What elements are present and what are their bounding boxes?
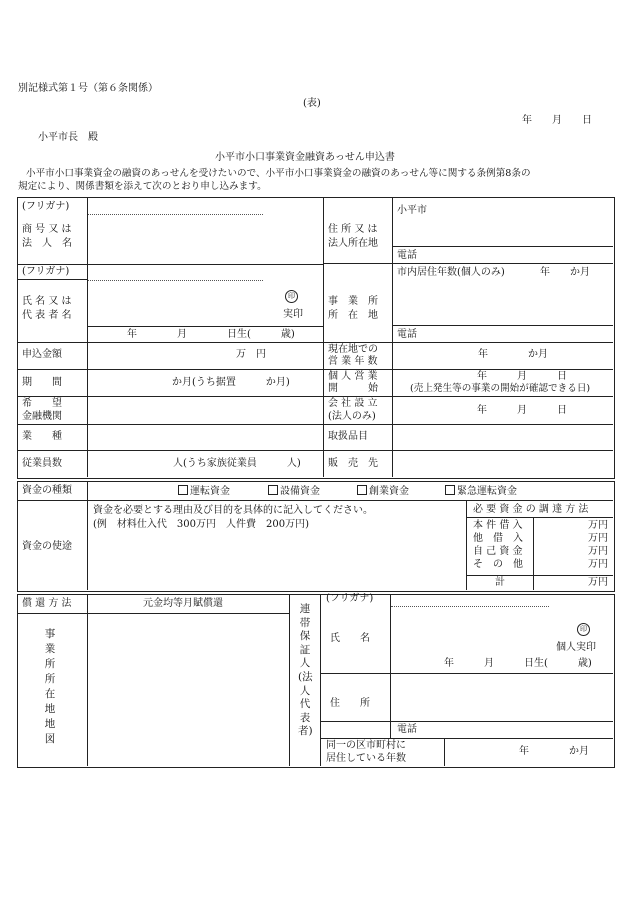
same-area-label: 同一の区市町村に bbox=[326, 740, 406, 751]
fund-option-emergency[interactable]: 緊急運転資金 bbox=[445, 485, 517, 498]
same-area-label-2: 居住している年数 bbox=[326, 753, 406, 764]
guarantor-name-label: 氏 名 bbox=[330, 633, 370, 644]
repayment-label: 償 還 方 法 bbox=[22, 598, 72, 609]
recipient: 小平市長 殿 bbox=[38, 132, 98, 143]
checkbox-icon[interactable] bbox=[178, 485, 188, 495]
checkbox-icon[interactable] bbox=[268, 485, 278, 495]
seal-icon: 印 bbox=[577, 623, 590, 636]
guarantor-address-field[interactable] bbox=[392, 676, 611, 719]
seal-label: 実印 bbox=[283, 309, 303, 320]
guarantor-seal-label: 個人実印 bbox=[556, 642, 596, 653]
address-label-2: 法人所在地 bbox=[328, 238, 378, 249]
funding-row-unit[interactable]: 万円 bbox=[588, 533, 608, 544]
guarantor-name-field[interactable] bbox=[392, 610, 562, 658]
submission-date[interactable]: 年 月 日 bbox=[522, 115, 592, 126]
repayment-value: 元金均等月賦償還 bbox=[143, 598, 223, 609]
trade-name-label: 商 号 又 は bbox=[22, 224, 72, 235]
biz-start-label-2: 開 始 bbox=[328, 383, 378, 394]
guarantor-phone-label: 電話 bbox=[397, 724, 417, 735]
rep-name-field[interactable] bbox=[88, 282, 278, 324]
office-label-2: 所 在 地 bbox=[328, 310, 378, 321]
intro-text-line2: 規定により、関係書類を添えて次のとおり申し込みます。 bbox=[18, 181, 267, 192]
same-area-field[interactable]: 年 か月 bbox=[519, 746, 589, 757]
seal-icon: 印 bbox=[285, 290, 298, 303]
biz-start-date-field[interactable]: 年 月 日 bbox=[477, 371, 567, 382]
phone-label: 電話 bbox=[397, 250, 417, 261]
residence-years-field[interactable]: 年 か月 bbox=[540, 267, 590, 278]
years-here-label: 現在地での bbox=[328, 344, 378, 355]
established-date-field[interactable]: 年 月 日 bbox=[477, 405, 567, 416]
fund-option-equipment[interactable]: 設備資金 bbox=[268, 485, 320, 498]
side-label: (表) bbox=[303, 98, 321, 109]
fund-use-label: 資金の使途 bbox=[22, 541, 72, 552]
funding-row-label: そ の 他 bbox=[473, 559, 523, 570]
intro-text-line1: 小平市小口事業資金の融資のあっせんを受けたいので、小平市小口事業資金の融資のあっせん等に関する条例第8条の bbox=[26, 168, 531, 179]
term-label: 期 間 bbox=[22, 377, 62, 388]
funding-row-unit[interactable]: 万円 bbox=[588, 520, 608, 531]
bank-field[interactable] bbox=[88, 398, 322, 422]
fund-type-label: 資金の種類 bbox=[22, 485, 72, 496]
amount-field[interactable]: 万 円 bbox=[236, 349, 266, 360]
map-area[interactable] bbox=[88, 615, 287, 764]
guarantor-label: 連帯保証人(法人代表者) bbox=[298, 603, 313, 738]
checkbox-icon[interactable] bbox=[445, 485, 455, 495]
address-label: 住 所 又 は bbox=[328, 224, 378, 235]
residence-years-label: 市内居住年数(個人のみ) bbox=[397, 267, 505, 278]
guarantor-birth-field[interactable]: 年 月 日生( 歳) bbox=[444, 658, 592, 669]
bank-label-2: 金融機関 bbox=[22, 411, 62, 422]
fund-option-operating[interactable]: 運転資金 bbox=[178, 485, 230, 498]
funding-row-label: 自 己 資 金 bbox=[473, 546, 523, 557]
employees-field[interactable]: 人(うち家族従業員 人) bbox=[173, 458, 301, 469]
guarantor-furigana-label: (フリガナ) bbox=[326, 593, 374, 604]
established-label-2: (法人のみ) bbox=[328, 411, 376, 422]
form-number: 別記様式第１号（第６条関係） bbox=[18, 83, 158, 94]
furigana-label: (フリガナ) bbox=[22, 201, 70, 212]
rep-name-label: 氏 名 又 は bbox=[22, 296, 72, 307]
years-here-label-2: 営 業 年 数 bbox=[328, 356, 378, 367]
employees-label: 従業員数 bbox=[22, 458, 62, 469]
furigana-label-2: (フリガナ) bbox=[22, 266, 70, 277]
biz-start-note: (売上発生等の事業の開始が確認できる日) bbox=[410, 383, 591, 394]
page-title: 小平市小口事業資金融資あっせん申込書 bbox=[215, 152, 395, 163]
established-label: 会 社 設 立 bbox=[328, 398, 378, 409]
address-city: 小平市 bbox=[397, 205, 427, 216]
funding-total-unit[interactable]: 万円 bbox=[588, 577, 608, 588]
term-field[interactable]: か月(うち据置 か月) bbox=[172, 377, 290, 388]
birth-date-field[interactable]: 年 月 日生( 歳) bbox=[127, 329, 295, 340]
bank-label: 希 望 bbox=[22, 398, 62, 409]
years-here-field[interactable]: 年 か月 bbox=[478, 349, 548, 360]
trade-name-field[interactable] bbox=[88, 200, 322, 262]
fund-use-example: (例 材料仕入代 300万円 人件費 200万円) bbox=[93, 519, 309, 530]
guarantor-address-label: 住 所 bbox=[330, 698, 370, 709]
fund-use-field[interactable] bbox=[88, 534, 464, 588]
phone-label-2: 電話 bbox=[397, 329, 417, 340]
funding-row-unit[interactable]: 万円 bbox=[588, 546, 608, 557]
products-field[interactable] bbox=[393, 426, 611, 448]
rep-name-label-2: 代 表 者 名 bbox=[22, 310, 72, 321]
biz-start-label: 個 人 営 業 bbox=[328, 371, 378, 382]
business-type-field[interactable] bbox=[88, 426, 322, 448]
funding-row-label: 他 借 入 bbox=[473, 533, 523, 544]
funding-row-unit[interactable]: 万円 bbox=[588, 559, 608, 570]
trade-name-label-2: 法 人 名 bbox=[22, 238, 72, 249]
funding-row-label: 本 件 借 入 bbox=[473, 520, 523, 531]
checkbox-icon[interactable] bbox=[357, 485, 367, 495]
fund-option-startup[interactable]: 創業資金 bbox=[357, 485, 409, 498]
products-label: 取扱品目 bbox=[328, 431, 368, 442]
office-label: 事 業 所 bbox=[328, 296, 378, 307]
sales-label: 販 売 先 bbox=[328, 458, 378, 469]
fund-use-instruction: 資金を必要とする理由及び目的を具体的に記入してください。 bbox=[93, 505, 373, 516]
funding-plan-title: 必 要 資 金 の 調 達 方 法 bbox=[473, 504, 589, 515]
amount-label: 申込金額 bbox=[22, 349, 62, 360]
sales-field[interactable] bbox=[393, 452, 611, 475]
business-type-label: 業 種 bbox=[22, 431, 62, 442]
map-label: 事業所所在地地図 bbox=[44, 628, 56, 745]
funding-total-label: 計 bbox=[495, 577, 505, 588]
